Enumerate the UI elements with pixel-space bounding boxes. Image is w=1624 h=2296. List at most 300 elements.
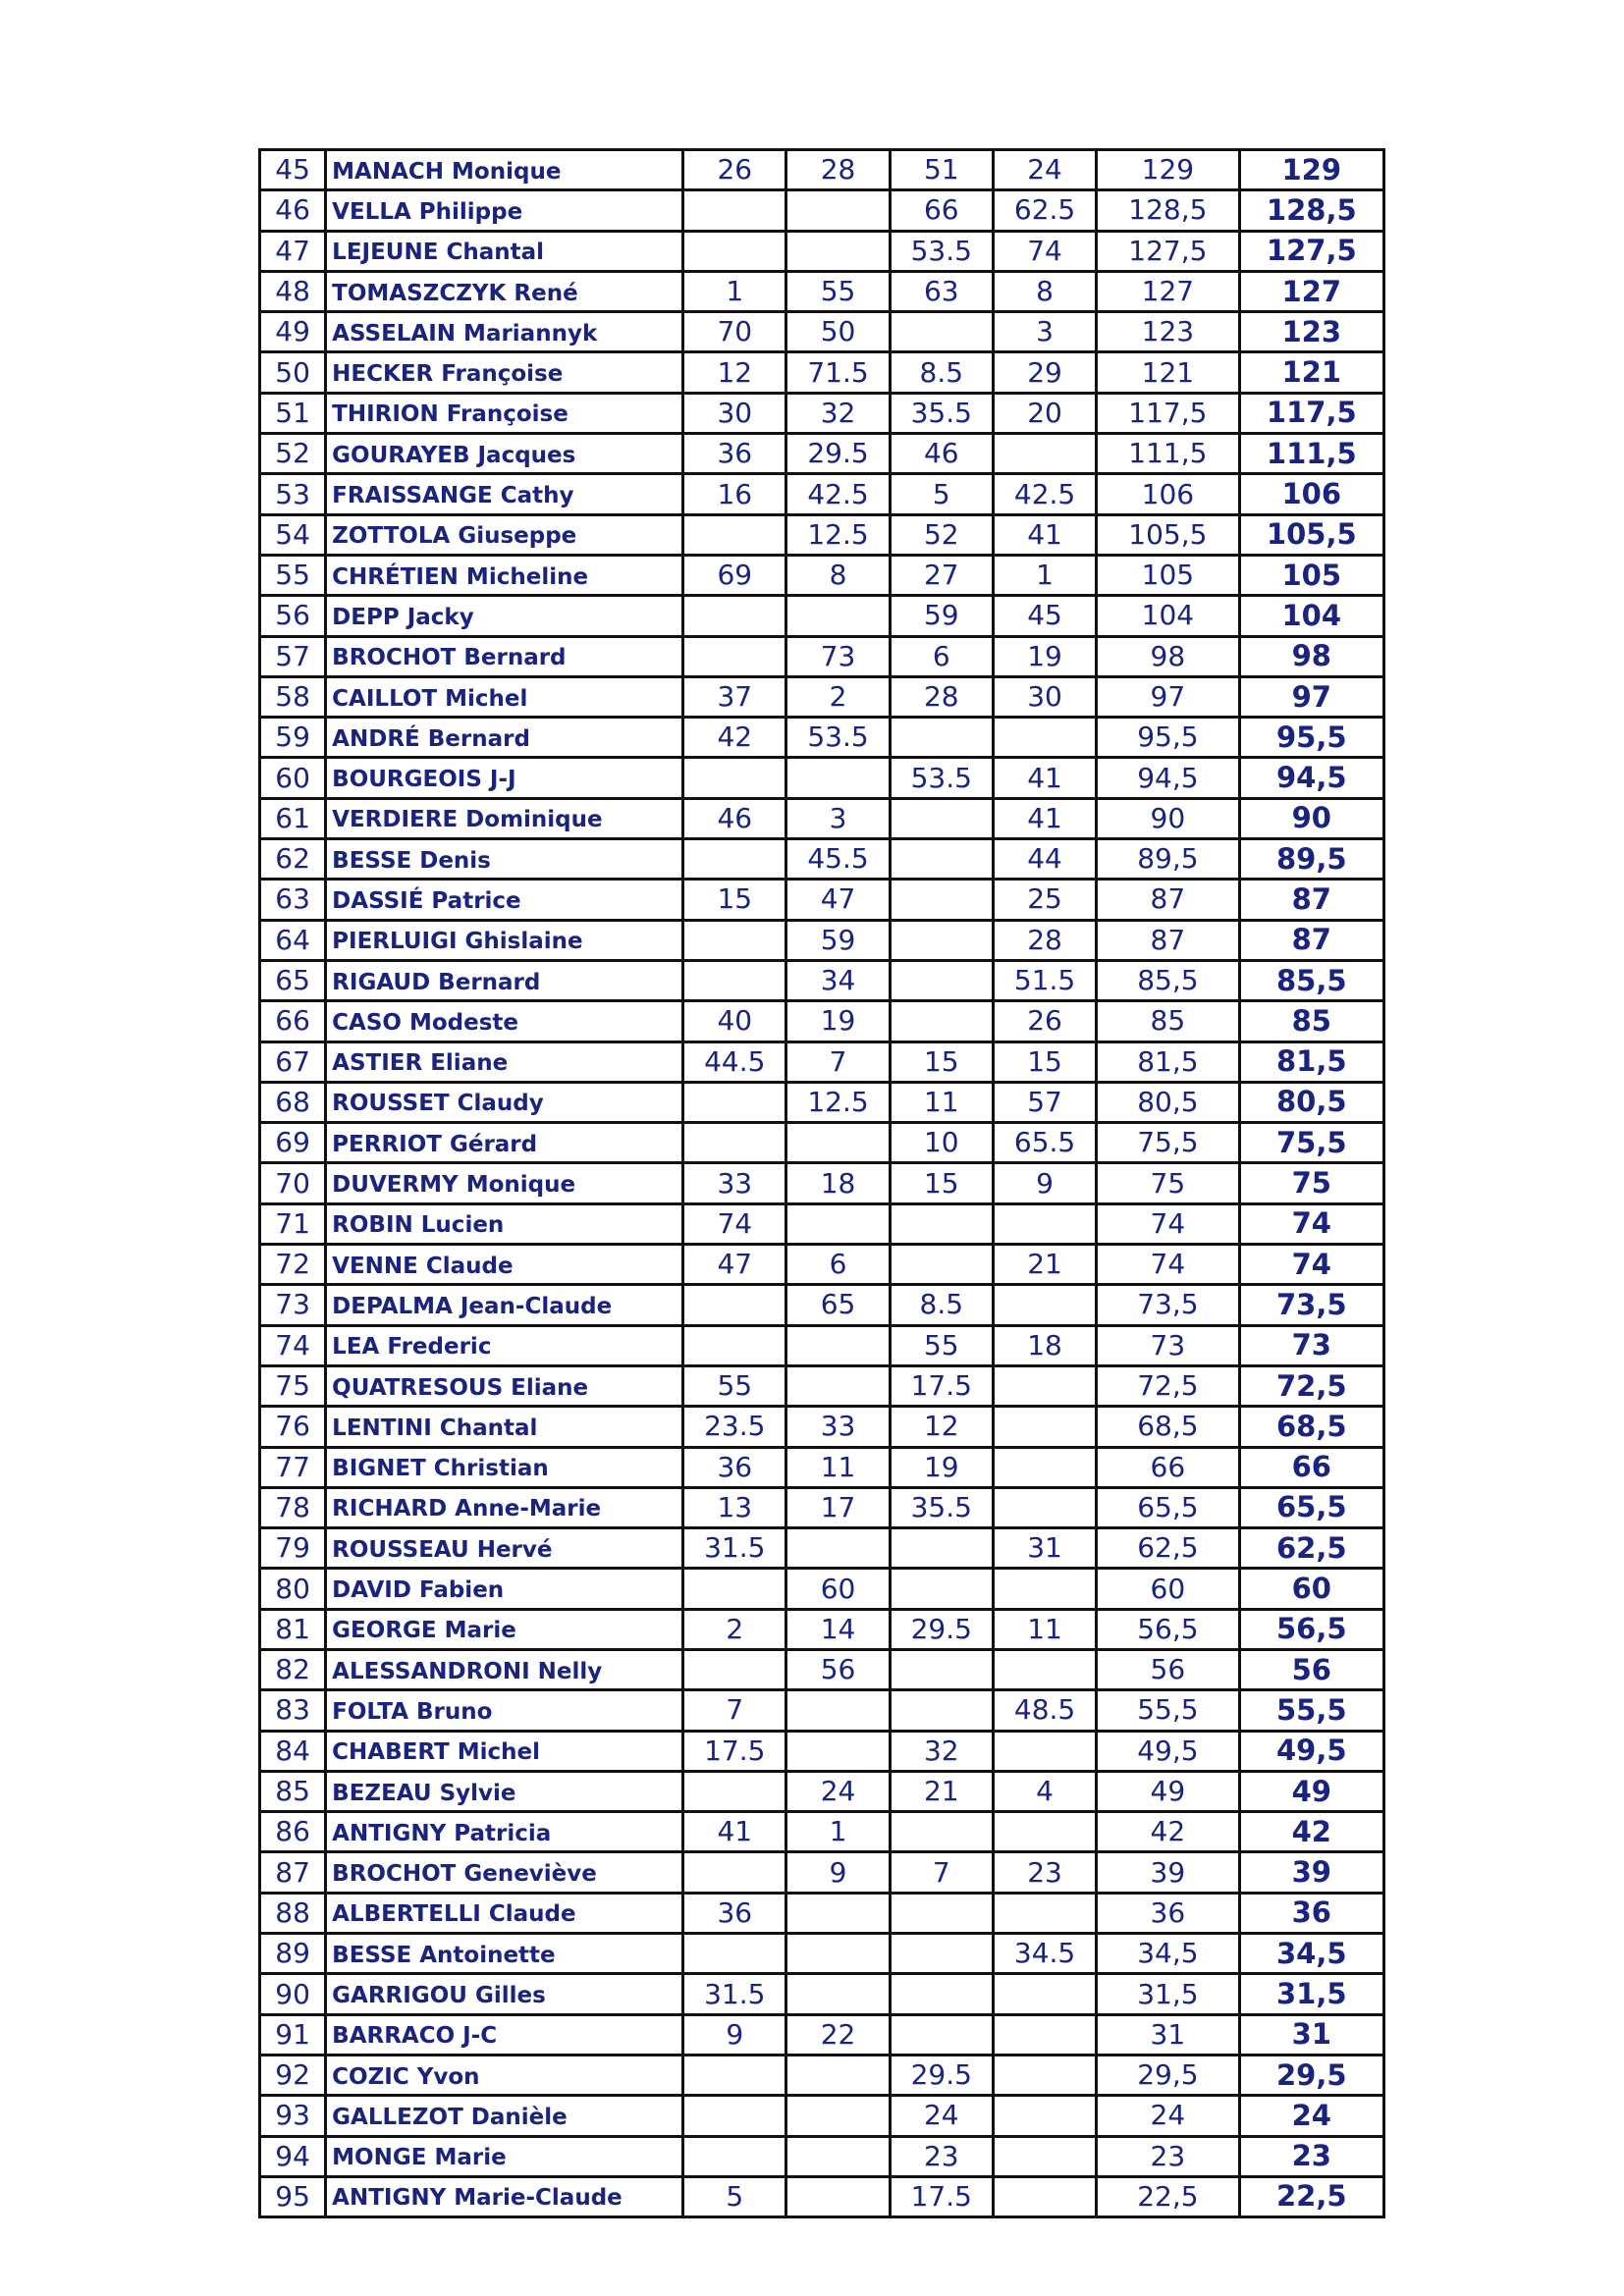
subtotal-cell: 127,5 [1097, 231, 1239, 271]
round-1-score-cell [683, 514, 786, 555]
round-1-score-cell [683, 2055, 786, 2095]
round-3-score-cell: 17.5 [890, 1365, 993, 1406]
rank-cell: 70 [260, 1163, 326, 1203]
player-name-cell: CASO Modeste [326, 1001, 683, 1041]
total-cell: 56 [1239, 1649, 1383, 1689]
subtotal-cell: 117,5 [1097, 393, 1239, 433]
round-2-score-cell [786, 2176, 890, 2216]
round-4-score-cell [993, 2176, 1096, 2216]
player-name-cell: GARRIGOU Gilles [326, 1974, 683, 2014]
player-name-cell: VENNE Claude [326, 1245, 683, 1285]
table-row [260, 312, 1384, 352]
player-name-cell: PERRIOT Gérard [326, 1123, 683, 1163]
total-cell: 97 [1239, 676, 1383, 717]
player-name-cell: ASSELAIN Mariannyk [326, 312, 683, 352]
round-2-score-cell: 9 [786, 1852, 890, 1893]
rank-cell: 57 [260, 636, 326, 676]
subtotal-cell: 56,5 [1097, 1609, 1239, 1649]
subtotal-cell: 55,5 [1097, 1690, 1239, 1731]
round-3-score-cell [890, 1893, 993, 1933]
round-3-score-cell: 55 [890, 1325, 993, 1365]
round-4-score-cell [993, 1569, 1096, 1609]
round-4-score-cell: 57 [993, 1082, 1096, 1122]
table-row [260, 1609, 1384, 1649]
player-name-cell: GEORGE Marie [326, 1609, 683, 1649]
player-name-cell: ANTIGNY Marie-Claude [326, 2176, 683, 2216]
round-2-score-cell [786, 2055, 890, 2095]
round-4-score-cell [993, 2014, 1096, 2055]
round-4-score-cell [993, 1812, 1096, 1852]
round-3-score-cell [890, 798, 993, 838]
player-name-cell: MONGE Marie [326, 2136, 683, 2176]
total-cell: 129 [1239, 150, 1383, 190]
subtotal-cell: 94,5 [1097, 758, 1239, 798]
rank-cell: 72 [260, 1245, 326, 1285]
total-cell: 98 [1239, 636, 1383, 676]
table-row [260, 839, 1384, 880]
round-2-score-cell: 18 [786, 1163, 890, 1203]
player-name-cell: BESSE Denis [326, 839, 683, 880]
player-name-cell: VELLA Philippe [326, 190, 683, 231]
round-1-score-cell: 16 [683, 474, 786, 514]
subtotal-cell: 65,5 [1097, 1487, 1239, 1527]
rank-cell: 67 [260, 1041, 326, 1082]
round-2-score-cell [786, 1690, 890, 1731]
round-3-score-cell: 19 [890, 1447, 993, 1487]
table-row [260, 1041, 1384, 1082]
round-2-score-cell: 28 [786, 150, 890, 190]
round-1-score-cell [683, 960, 786, 1000]
round-3-score-cell [890, 960, 993, 1000]
subtotal-cell: 80,5 [1097, 1082, 1239, 1122]
rank-cell: 55 [260, 555, 326, 595]
total-cell: 66 [1239, 1447, 1383, 1487]
rank-cell: 58 [260, 676, 326, 717]
round-2-score-cell [786, 758, 890, 798]
player-name-cell: THIRION Françoise [326, 393, 683, 433]
round-2-score-cell: 50 [786, 312, 890, 352]
rank-cell: 47 [260, 231, 326, 271]
table-row [260, 514, 1384, 555]
round-4-score-cell [993, 2055, 1096, 2095]
round-2-score-cell [786, 2136, 890, 2176]
round-3-score-cell: 24 [890, 2096, 993, 2136]
subtotal-cell: 90 [1097, 798, 1239, 838]
total-cell: 75 [1239, 1163, 1383, 1203]
round-4-score-cell: 19 [993, 636, 1096, 676]
round-1-score-cell: 46 [683, 798, 786, 838]
table-row [260, 231, 1384, 271]
player-name-cell: GOURAYEB Jacques [326, 434, 683, 474]
subtotal-cell: 29,5 [1097, 2055, 1239, 2095]
table-row [260, 1649, 1384, 1689]
player-name-cell: BEZEAU Sylvie [326, 1771, 683, 1811]
round-1-score-cell: 5 [683, 2176, 786, 2216]
table-row [260, 1569, 1384, 1609]
round-3-score-cell [890, 839, 993, 880]
player-name-cell: BIGNET Christian [326, 1447, 683, 1487]
player-name-cell: BESSE Antoinette [326, 1934, 683, 1974]
total-cell: 117,5 [1239, 393, 1383, 433]
total-cell: 49,5 [1239, 1731, 1383, 1771]
total-cell: 94,5 [1239, 758, 1383, 798]
player-name-cell: ROBIN Lucien [326, 1203, 683, 1244]
round-2-score-cell [786, 231, 890, 271]
total-cell: 123 [1239, 312, 1383, 352]
table-row [260, 1365, 1384, 1406]
player-name-cell: BROCHOT Geneviève [326, 1852, 683, 1893]
subtotal-cell: 23 [1097, 2136, 1239, 2176]
round-2-score-cell: 65 [786, 1285, 890, 1325]
round-4-score-cell: 30 [993, 676, 1096, 717]
player-name-cell: TOMASZCZYK René [326, 271, 683, 311]
round-3-score-cell: 51 [890, 150, 993, 190]
table-row [260, 1812, 1384, 1852]
player-name-cell: FRAISSANGE Cathy [326, 474, 683, 514]
total-cell: 34,5 [1239, 1934, 1383, 1974]
total-cell: 73 [1239, 1325, 1383, 1365]
round-3-score-cell [890, 1690, 993, 1731]
round-3-score-cell [890, 1203, 993, 1244]
round-2-score-cell [786, 1325, 890, 1365]
round-2-score-cell [786, 1893, 890, 1933]
round-1-score-cell: 69 [683, 555, 786, 595]
rank-cell: 68 [260, 1082, 326, 1122]
rank-cell: 95 [260, 2176, 326, 2216]
round-2-score-cell: 32 [786, 393, 890, 433]
round-4-score-cell: 31 [993, 1528, 1096, 1569]
round-2-score-cell: 12.5 [786, 1082, 890, 1122]
rank-cell: 92 [260, 2055, 326, 2095]
total-cell: 22,5 [1239, 2176, 1383, 2216]
subtotal-cell: 104 [1097, 596, 1239, 636]
total-cell: 87 [1239, 880, 1383, 920]
player-name-cell: HECKER Françoise [326, 352, 683, 393]
total-cell: 72,5 [1239, 1365, 1383, 1406]
round-1-score-cell [683, 2096, 786, 2136]
total-cell: 90 [1239, 798, 1383, 838]
table-row [260, 1731, 1384, 1771]
table-row [260, 2055, 1384, 2095]
round-1-score-cell [683, 1771, 786, 1811]
total-cell: 75,5 [1239, 1123, 1383, 1163]
round-3-score-cell [890, 1001, 993, 1041]
table-row [260, 758, 1384, 798]
round-4-score-cell: 3 [993, 312, 1096, 352]
subtotal-cell: 72,5 [1097, 1365, 1239, 1406]
round-2-score-cell: 55 [786, 271, 890, 311]
subtotal-cell: 85,5 [1097, 960, 1239, 1000]
player-name-cell: DASSIÉ Patrice [326, 880, 683, 920]
round-4-score-cell: 41 [993, 758, 1096, 798]
rank-cell: 65 [260, 960, 326, 1000]
table-row [260, 434, 1384, 474]
player-name-cell: LEJEUNE Chantal [326, 231, 683, 271]
subtotal-cell: 81,5 [1097, 1041, 1239, 1082]
rank-cell: 90 [260, 1974, 326, 2014]
round-1-score-cell: 1 [683, 271, 786, 311]
subtotal-cell: 73,5 [1097, 1285, 1239, 1325]
total-cell: 95,5 [1239, 718, 1383, 758]
player-name-cell: BOURGEOIS J-J [326, 758, 683, 798]
standings-rows [260, 150, 1384, 2217]
total-cell: 31 [1239, 2014, 1383, 2055]
table-row [260, 1285, 1384, 1325]
round-1-score-cell: 2 [683, 1609, 786, 1649]
round-3-score-cell: 23 [890, 2136, 993, 2176]
round-1-score-cell: 42 [683, 718, 786, 758]
round-4-score-cell [993, 1649, 1096, 1689]
subtotal-cell: 22,5 [1097, 2176, 1239, 2216]
table-row [260, 2136, 1384, 2176]
total-cell: 49 [1239, 1771, 1383, 1811]
rank-cell: 74 [260, 1325, 326, 1365]
total-cell: 85,5 [1239, 960, 1383, 1000]
round-3-score-cell: 59 [890, 596, 993, 636]
round-1-score-cell [683, 636, 786, 676]
round-4-score-cell: 11 [993, 1609, 1096, 1649]
round-4-score-cell [993, 1731, 1096, 1771]
round-4-score-cell: 41 [993, 514, 1096, 555]
round-3-score-cell: 6 [890, 636, 993, 676]
round-2-score-cell: 1 [786, 1812, 890, 1852]
rank-cell: 53 [260, 474, 326, 514]
round-4-score-cell [993, 434, 1096, 474]
player-name-cell: MANACH Monique [326, 150, 683, 190]
player-name-cell: DEPALMA Jean-Claude [326, 1285, 683, 1325]
round-1-score-cell: 40 [683, 1001, 786, 1041]
round-4-score-cell: 45 [993, 596, 1096, 636]
round-3-score-cell: 53.5 [890, 758, 993, 798]
player-name-cell: COZIC Yvon [326, 2055, 683, 2095]
round-2-score-cell [786, 1934, 890, 1974]
rank-cell: 69 [260, 1123, 326, 1163]
round-2-score-cell: 2 [786, 676, 890, 717]
round-4-score-cell: 29 [993, 352, 1096, 393]
round-3-score-cell: 27 [890, 555, 993, 595]
subtotal-cell: 62,5 [1097, 1528, 1239, 1569]
rank-cell: 93 [260, 2096, 326, 2136]
round-2-score-cell [786, 190, 890, 231]
player-name-cell: DUVERMY Monique [326, 1163, 683, 1203]
round-2-score-cell: 22 [786, 2014, 890, 2055]
round-2-score-cell: 33 [786, 1407, 890, 1447]
rank-cell: 54 [260, 514, 326, 555]
total-cell: 29,5 [1239, 2055, 1383, 2095]
rank-cell: 71 [260, 1203, 326, 1244]
round-1-score-cell: 26 [683, 150, 786, 190]
round-3-score-cell [890, 2014, 993, 2055]
round-1-score-cell: 44.5 [683, 1041, 786, 1082]
round-4-score-cell [993, 1447, 1096, 1487]
subtotal-cell: 73 [1097, 1325, 1239, 1365]
round-3-score-cell [890, 718, 993, 758]
round-4-score-cell: 20 [993, 393, 1096, 433]
subtotal-cell: 75,5 [1097, 1123, 1239, 1163]
player-name-cell: ROUSSET Claudy [326, 1082, 683, 1122]
round-1-score-cell: 9 [683, 2014, 786, 2055]
player-name-cell: LENTINI Chantal [326, 1407, 683, 1447]
subtotal-cell: 74 [1097, 1203, 1239, 1244]
table-row [260, 150, 1384, 190]
rank-cell: 79 [260, 1528, 326, 1569]
total-cell: 74 [1239, 1245, 1383, 1285]
round-4-score-cell: 42.5 [993, 474, 1096, 514]
round-1-score-cell: 23.5 [683, 1407, 786, 1447]
player-name-cell: ASTIER Eliane [326, 1041, 683, 1082]
round-1-score-cell [683, 1123, 786, 1163]
round-3-score-cell [890, 920, 993, 960]
round-3-score-cell: 8.5 [890, 352, 993, 393]
total-cell: 65,5 [1239, 1487, 1383, 1527]
player-name-cell: PIERLUIGI Ghislaine [326, 920, 683, 960]
round-4-score-cell: 15 [993, 1041, 1096, 1082]
round-3-score-cell: 10 [890, 1123, 993, 1163]
table-row [260, 676, 1384, 717]
subtotal-cell: 123 [1097, 312, 1239, 352]
table-row [260, 555, 1384, 595]
player-name-cell: LEA Frederic [326, 1325, 683, 1365]
round-4-score-cell [993, 1365, 1096, 1406]
round-4-score-cell: 74 [993, 231, 1096, 271]
table-row [260, 1771, 1384, 1811]
total-cell: 121 [1239, 352, 1383, 393]
rank-cell: 89 [260, 1934, 326, 1974]
round-1-score-cell [683, 596, 786, 636]
table-row [260, 2176, 1384, 2216]
round-3-score-cell: 8.5 [890, 1285, 993, 1325]
player-name-cell: RIGAUD Bernard [326, 960, 683, 1000]
player-name-cell: BARRACO J-C [326, 2014, 683, 2055]
table-row [260, 1001, 1384, 1041]
round-4-score-cell [993, 1203, 1096, 1244]
round-3-score-cell: 15 [890, 1163, 993, 1203]
round-2-score-cell [786, 1528, 890, 1569]
subtotal-cell: 105 [1097, 555, 1239, 595]
round-3-score-cell: 21 [890, 1771, 993, 1811]
table-row [260, 1487, 1384, 1527]
total-cell: 36 [1239, 1893, 1383, 1933]
round-2-score-cell: 19 [786, 1001, 890, 1041]
player-name-cell: GALLEZOT Danièle [326, 2096, 683, 2136]
total-cell: 42 [1239, 1812, 1383, 1852]
round-4-score-cell: 21 [993, 1245, 1096, 1285]
subtotal-cell: 34,5 [1097, 1934, 1239, 1974]
rank-cell: 46 [260, 190, 326, 231]
round-2-score-cell: 45.5 [786, 839, 890, 880]
table-row [260, 352, 1384, 393]
round-2-score-cell: 11 [786, 1447, 890, 1487]
total-cell: 127 [1239, 271, 1383, 311]
rank-cell: 73 [260, 1285, 326, 1325]
round-4-score-cell: 4 [993, 1771, 1096, 1811]
subtotal-cell: 87 [1097, 920, 1239, 960]
subtotal-cell: 85 [1097, 1001, 1239, 1041]
round-1-score-cell: 74 [683, 1203, 786, 1244]
rank-cell: 94 [260, 2136, 326, 2176]
round-2-score-cell: 42.5 [786, 474, 890, 514]
round-3-score-cell [890, 1569, 993, 1609]
round-1-score-cell: 36 [683, 1447, 786, 1487]
round-4-score-cell: 34.5 [993, 1934, 1096, 1974]
subtotal-cell: 49 [1097, 1771, 1239, 1811]
round-3-score-cell: 66 [890, 190, 993, 231]
rank-cell: 75 [260, 1365, 326, 1406]
round-4-score-cell: 48.5 [993, 1690, 1096, 1731]
round-2-score-cell: 3 [786, 798, 890, 838]
rank-cell: 62 [260, 839, 326, 880]
rank-cell: 88 [260, 1893, 326, 1933]
round-1-score-cell [683, 1325, 786, 1365]
subtotal-cell: 129 [1097, 150, 1239, 190]
subtotal-cell: 39 [1097, 1852, 1239, 1893]
round-3-score-cell: 46 [890, 434, 993, 474]
round-1-score-cell [683, 1569, 786, 1609]
round-4-score-cell: 41 [993, 798, 1096, 838]
round-4-score-cell: 9 [993, 1163, 1096, 1203]
table-row [260, 880, 1384, 920]
round-3-score-cell: 28 [890, 676, 993, 717]
table-row [260, 636, 1384, 676]
table-row [260, 393, 1384, 433]
rank-cell: 45 [260, 150, 326, 190]
table-row [260, 920, 1384, 960]
round-4-score-cell: 8 [993, 271, 1096, 311]
round-2-score-cell: 47 [786, 880, 890, 920]
round-2-score-cell: 60 [786, 1569, 890, 1609]
rank-cell: 83 [260, 1690, 326, 1731]
round-2-score-cell [786, 2096, 890, 2136]
round-2-score-cell: 24 [786, 1771, 890, 1811]
rank-cell: 49 [260, 312, 326, 352]
rank-cell: 56 [260, 596, 326, 636]
round-4-score-cell: 51.5 [993, 960, 1096, 1000]
subtotal-cell: 95,5 [1097, 718, 1239, 758]
round-3-score-cell [890, 1528, 993, 1569]
table-row [260, 1163, 1384, 1203]
round-4-score-cell: 25 [993, 880, 1096, 920]
round-4-score-cell [993, 2136, 1096, 2176]
total-cell: 60 [1239, 1569, 1383, 1609]
subtotal-cell: 74 [1097, 1245, 1239, 1285]
total-cell: 39 [1239, 1852, 1383, 1893]
round-3-score-cell [890, 1245, 993, 1285]
subtotal-cell: 128,5 [1097, 190, 1239, 231]
table-row [260, 1974, 1384, 2014]
total-cell: 127,5 [1239, 231, 1383, 271]
round-4-score-cell: 44 [993, 839, 1096, 880]
round-4-score-cell [993, 1487, 1096, 1527]
round-1-score-cell: 36 [683, 1893, 786, 1933]
round-1-score-cell [683, 1649, 786, 1689]
table-row [260, 1934, 1384, 1974]
player-name-cell: FOLTA Bruno [326, 1690, 683, 1731]
table-row [260, 1852, 1384, 1893]
subtotal-cell: 31,5 [1097, 1974, 1239, 2014]
round-2-score-cell [786, 1731, 890, 1771]
player-name-cell: VERDIERE Dominique [326, 798, 683, 838]
round-3-score-cell: 53.5 [890, 231, 993, 271]
player-name-cell: CHABERT Michel [326, 1731, 683, 1771]
round-3-score-cell: 15 [890, 1041, 993, 1082]
total-cell: 104 [1239, 596, 1383, 636]
round-4-score-cell [993, 718, 1096, 758]
total-cell: 62,5 [1239, 1528, 1383, 1569]
total-cell: 74 [1239, 1203, 1383, 1244]
round-2-score-cell [786, 596, 890, 636]
round-1-score-cell: 41 [683, 1812, 786, 1852]
total-cell: 105 [1239, 555, 1383, 595]
